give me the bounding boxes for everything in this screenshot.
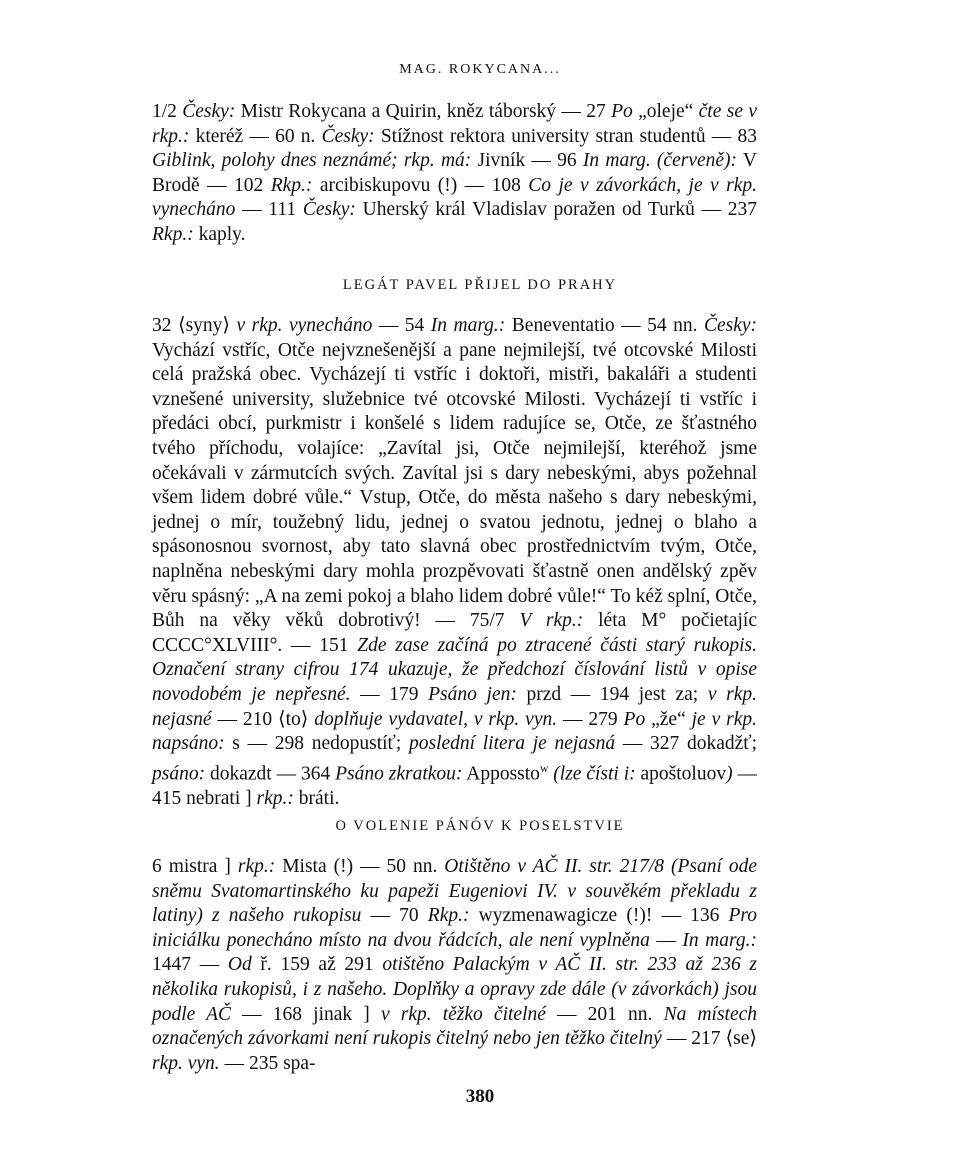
text-run: Vychází vstříc, Otče nejvznešenější a pane nejmilejší, tvé otcovské Milosti celá pražská obec. Vycházejí ti vstříc i doktoři, mistři, bakaláři a studenti vznešené university, služebnice tvé otcovské Milosti. Vycházejí ti vstříc i předáci obcí, purkmistr i konšelé s lidem radujíce se, Otče, ze šťastného tvého příchodu, volajíce: „Zavítal jsi, Otče nejmilejší, kteréhož jsme očekávali v zármutcích svých. Zavítal jsi s dary nebeskými, abys požehnal všem lidem dobré vůle.“ Vstup, Otče, do města našeho s dary nebeskými, jednej o mír, toužebný lidu, jednej o svatou jednotu, jednej o blaho a spásonosnou svornost, aby tato slavná obec prostřednictvím tvým, Otče, naplněna nebeskými dary mohla prozpěvovati šťastně onen andělský zpěv věru spásný: „A na zemi pokoj a blaho lidem dobré vůle!“ To kéž splní, Otče, Bůh na věky věků dobrotivý! — 75/7 xyxy=(152,339,757,632)
italic-text-run: Rkp.: xyxy=(427,905,470,927)
text-run: — 279 xyxy=(557,708,624,730)
italic-text-run: rkp.: xyxy=(256,787,294,809)
italic-text-run: In marg.: xyxy=(682,929,757,951)
text-run: — 54 xyxy=(372,315,431,336)
text-run: „že“ xyxy=(645,708,692,730)
italic-text-run: čte se v rkp.: xyxy=(152,101,757,147)
italic-text-run: Na místech označených závorkami není rukopis čitelný nebo jen těžko čitelný xyxy=(152,1003,758,1050)
text-run: Appossto xyxy=(462,763,540,785)
text-run: — 168 jinak ] xyxy=(231,1003,381,1025)
notes-block-poselstvie xyxy=(152,855,757,1076)
italic-text-run: Psáno zkratkou: xyxy=(335,763,463,785)
text-run: — 111 xyxy=(235,199,303,221)
text-run: — 70 xyxy=(361,905,428,927)
section-heading-legat: LEGÁT PAVEL PŘIJEL DO PRAHY xyxy=(342,277,618,293)
notes-paragraph xyxy=(152,855,757,1076)
italic-text-run: v rkp. těžko čitelné xyxy=(380,1003,546,1025)
italic-text-run: Zde zase začíná po ztracené části starý rukopis. Označení strany cifrou 174 ukazuje, že předchozí číslování listů v opise novodobém je nepřesné. xyxy=(152,634,758,705)
text-run: — 201 nn. xyxy=(545,1003,664,1025)
italic-text-run: Po xyxy=(611,101,633,122)
text-run: — 415 nebrati ] xyxy=(152,763,757,809)
italic-text-run: ) xyxy=(726,763,733,785)
italic-text-run: v rkp. vynecháno xyxy=(236,315,373,336)
italic-text-run: Psáno jen: xyxy=(428,683,517,705)
text-run: kteréž — 60 n. xyxy=(189,125,322,147)
text-run: 32 ⟨syny⟩ xyxy=(152,315,237,336)
italic-text-run: Česky: xyxy=(703,315,757,336)
italic-text-run: psáno: xyxy=(152,763,206,785)
text-run: — xyxy=(649,929,683,951)
notes-block-legat xyxy=(152,314,757,811)
italic-text-run: Po xyxy=(623,708,646,730)
text-run: przd — 194 jest za; xyxy=(516,683,708,705)
text-run: Beneventatio — 54 nn. xyxy=(505,315,704,336)
text-run: arcibiskupovu (!) — 108 xyxy=(312,174,529,196)
section-heading-poselstvie: O VOLENIE PÁNÓV K POSELSTVIE xyxy=(335,818,625,834)
notes-paragraph xyxy=(152,100,757,248)
running-head: MAG. ROKYCANA... xyxy=(399,62,561,77)
text-run: — 210 ⟨to⟩ xyxy=(211,708,315,730)
text-run: 6 mistra ] xyxy=(152,856,238,877)
italic-text-run: v rkp. nejasné xyxy=(152,683,757,730)
italic-text-run: Od xyxy=(227,954,252,976)
italic-text-run: V rkp.: xyxy=(519,610,584,632)
text-run: w xyxy=(539,761,549,775)
text-run: s — 298 nedopustíť; xyxy=(224,733,409,755)
italic-text-run: Rkp.: xyxy=(270,174,313,196)
text-run: — 179 xyxy=(350,683,429,705)
italic-text-run: Česky: xyxy=(302,199,356,221)
notes-paragraph xyxy=(152,314,757,811)
text-run: Jivník — 96 xyxy=(471,150,583,172)
text-run: bráti. xyxy=(293,787,340,809)
italic-text-run: Pro iniciálku ponecháno místo na dvou řádcích, ale není vyplněna xyxy=(152,905,758,951)
text-run: léta M° počietajíc CCCC°XLVIII°. — 151 xyxy=(152,610,757,656)
page-number: 380 xyxy=(465,1086,495,1107)
text-run: — 327 dokadžť; xyxy=(615,733,758,755)
italic-text-run: rkp.: xyxy=(237,856,276,877)
italic-text-run: doplňuje vydavatel, v rkp. vyn. xyxy=(314,708,558,730)
italic-text-run: rkp. vyn. xyxy=(152,1052,220,1074)
italic-text-run: poslední litera je nejasná xyxy=(408,733,616,755)
text-run: Uherský král Vladislav poražen od Turků — 237 xyxy=(355,199,757,221)
italic-text-run: otištěno Palackým v AČ II. str. 233 až 236 z několika rukopisů, i z našeho. Doplňky a opravy zde dále (v závorkách) jsou podle AČ xyxy=(152,954,757,1025)
italic-text-run: (lze čísti i: xyxy=(553,763,636,785)
notes-block-rokycana xyxy=(152,100,757,248)
italic-text-run: je v rkp. napsáno: xyxy=(152,708,758,755)
text-run: Mistr Rokycana a Quirin, kněz táborský — 27 xyxy=(235,101,612,122)
text-run: apoštoluov xyxy=(635,763,727,785)
text-run: „oleje“ xyxy=(632,101,699,122)
text-run: Stížnost rektora university stran studentů — 83 xyxy=(374,125,757,147)
italic-text-run: Otištěno v AČ II. str. 217/8 (Psaní ode sněmu Svatomartinského ku papeži Eugeniovi IV. v souvěkém překladu z latiny) z našeho rukopisu xyxy=(152,856,757,927)
italic-text-run: In marg. (červeně): xyxy=(582,150,738,172)
text-run: dokazdt — 364 xyxy=(205,763,336,785)
text-run: 1447 — xyxy=(152,954,228,976)
text-run: ř. 159 až 291 xyxy=(251,954,383,976)
italic-text-run: Rkp.: xyxy=(152,223,194,245)
text-run: 1/2 xyxy=(152,101,183,122)
text-run: kaply. xyxy=(193,223,246,245)
italic-text-run: Giblink, polohy dnes neznámé; rkp. má: xyxy=(152,150,472,172)
italic-text-run: In marg.: xyxy=(430,315,506,336)
text-run: — 235 spa- xyxy=(219,1052,316,1074)
text-run: V Brodě — 102 xyxy=(152,150,757,196)
text-run: wyzmenawagicze (!)! — 136 xyxy=(469,905,729,927)
italic-text-run: Co je v závorkách, je v rkp. vynecháno xyxy=(152,174,757,221)
italic-text-run: Česky: xyxy=(321,125,375,147)
text-run: Mista (!) — 50 nn. xyxy=(275,856,445,877)
italic-text-run: Česky: xyxy=(182,101,236,122)
text-run: — 217 ⟨se⟩ xyxy=(661,1028,757,1050)
